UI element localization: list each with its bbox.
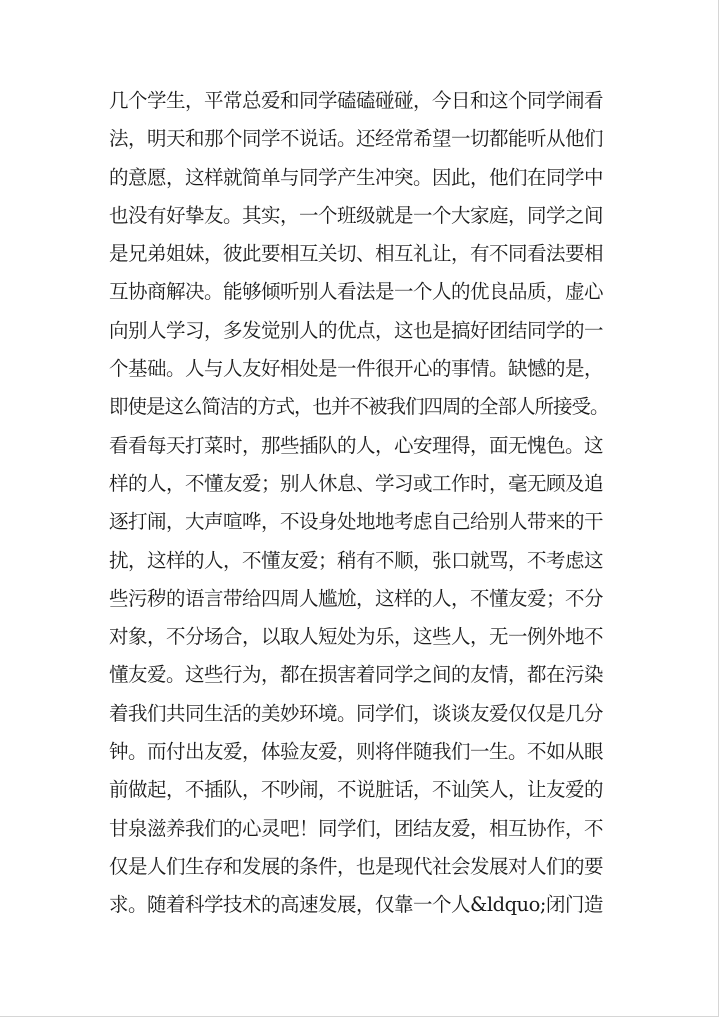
text-line: 懂友爱。这些行为，都在损害着同学之间的友情，都在污染 [109, 663, 604, 687]
body-text [109, 82, 609, 925]
text-line: 向别人学习，多发觉别人的优点，这也是搞好团结同学的一 [109, 318, 604, 342]
text-line: 前做起，不插队，不吵闹，不说脏话，不讪笑人，让友爱的 [109, 778, 604, 802]
text-line: 些污秽的语言带给四周人尴尬，这样的人，不懂友爱；不分 [109, 586, 604, 610]
text-line: 互协商解决。能够倾听别人看法是一个人的优良品质，虚心 [109, 280, 604, 304]
text-line: 样的人，不懂友爱；别人休息、学习或工作时，毫无顾及追 [109, 471, 604, 495]
text-line: 逐打闹，大声喧哗，不设身处地地考虑自己给别人带来的干 [109, 510, 604, 534]
text-line: 也没有好挚友。其实，一个班级就是一个大家庭，同学之间 [109, 203, 604, 227]
text-line: 求。随着科学技术的高速发展，仅靠一个人&ldquo;闭门造 [109, 893, 603, 917]
text-line: 个基础。人与人友好相处是一件很开心的事情。缺憾的是， [109, 357, 604, 381]
text-line: 法，明天和那个同学不说话。还经常希望一切都能听从他们 [109, 127, 604, 151]
text-line: 的意愿，这样就简单与同学产生冲突。因此，他们在同学中 [109, 165, 604, 189]
text-line: 扰，这样的人，不懂友爱；稍有不顺，张口就骂，不考虑这 [109, 548, 604, 572]
text-line: 对象，不分场合，以取人短处为乐，这些人，无一例外地不 [109, 625, 604, 649]
text-line: 即使是这么简洁的方式，也并不被我们四周的全部人所接受。 [109, 395, 609, 419]
text-line: 看看每天打菜时，那些插队的人，心安理得，面无愧色。这 [109, 433, 604, 457]
text-line: 是兄弟姐妹，彼此要相互关切、相互礼让，有不同看法要相 [109, 242, 604, 266]
text-line: 钟。而付出友爱，体验友爱，则将伴随我们一生。不如从眼 [109, 740, 604, 764]
text-line: 甘泉滋养我们的心灵吧！同学们，团结友爱，相互协作，不 [109, 816, 604, 840]
text-line: 几个学生，平常总爱和同学磕磕碰碰，今日和这个同学闹看 [109, 89, 604, 112]
text-line: 着我们共同生活的美妙环境。同学们，谈谈友爱仅仅是几分 [109, 701, 604, 725]
text-line: 仅是人们生存和发展的条件，也是现代社会发展对人们的要 [109, 854, 604, 878]
